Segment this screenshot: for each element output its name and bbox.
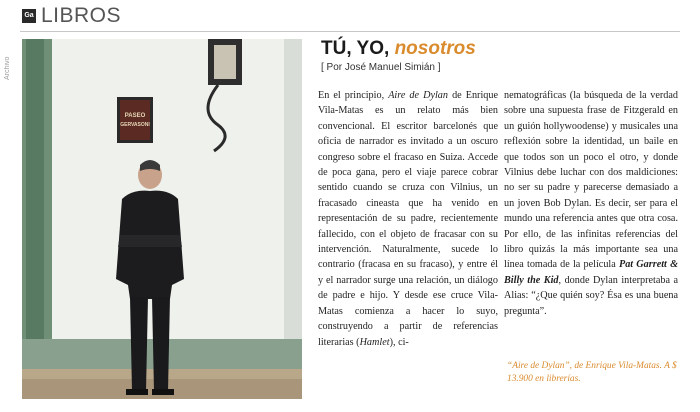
text-run: En el principio, [318, 90, 389, 101]
body-column-2 [504, 88, 678, 319]
section-header [0, 0, 700, 34]
book-title: Aire de Dylan [388, 90, 448, 101]
article-title [321, 38, 476, 60]
film-title: Pat Garrett & Billy the Kid [504, 259, 678, 286]
header-rule [20, 31, 680, 32]
street-sign-line2: GERVASONI [120, 122, 150, 128]
text-run: de Enrique Vila-Matas es un relato más bien convencional. El escritor barcelonés que oficia de narrador es invitado a un oscuro congreso sobre el fracaso en Suiza. Accede de poca gana, pero el viaje parece cobrar sentido cuando se cruza con Vilnius, un fracasado cineasta que ha venido en representación de su padre, recientemente fallecido, con el objeto de fracasar con su intervención. Naturalmente, sucede lo contrario (fracasa en su fracaso), y entre él y el narrador surge una relación, un diálogo de padre e hijo. Y desde ese cruce Vila-Matas comienza a hacer lo suyo, construyendo a partir de referencias literarias ( [318, 90, 498, 348]
magazine-badge: Ga [22, 9, 36, 23]
title-main: TÚ, YO, [321, 38, 395, 59]
paragraph-1 [318, 88, 498, 350]
photo-illustration [22, 39, 302, 399]
work-title: Hamlet [359, 336, 390, 348]
body-column-1 [318, 88, 498, 350]
street-sign-line1: PASEO [124, 113, 146, 119]
photo-credit: Archivo [4, 56, 11, 80]
author-photo [22, 39, 302, 399]
section-title: LIBROS [41, 4, 122, 27]
book-caption: “Aire de Dylan”, de Enrique Vila-Matas. A $ 13.900 en librerías. [507, 361, 677, 384]
paragraph-2 [504, 88, 678, 319]
text-run: nematográficas (la búsqueda de la verdad sobre una supuesta frase de Fitzgerald en un guión hollywoodense) y musicales una reflexión sobre la identidad, un baile en que todos son un poco el otro, y donde Vilnius debe luchar con dos maldiciones: no ser su padre y parecerse demasiado a un joven Bob Dylan. Es decir, ser para el mundo una referencia antes que otra cosa. Por ello, de las infinitas referencias del libro quizás la más importante sea una línea tomada de la película [504, 90, 678, 271]
text-run: ), ci- [389, 336, 409, 348]
byline: [ Por José Manuel Simián ] [321, 62, 441, 73]
title-accent: nosotros [394, 38, 476, 59]
text-run: , donde Dylan interpretaba a Alias: “¿Que quién soy? Ésa es una buena pregunta”. [504, 274, 678, 317]
